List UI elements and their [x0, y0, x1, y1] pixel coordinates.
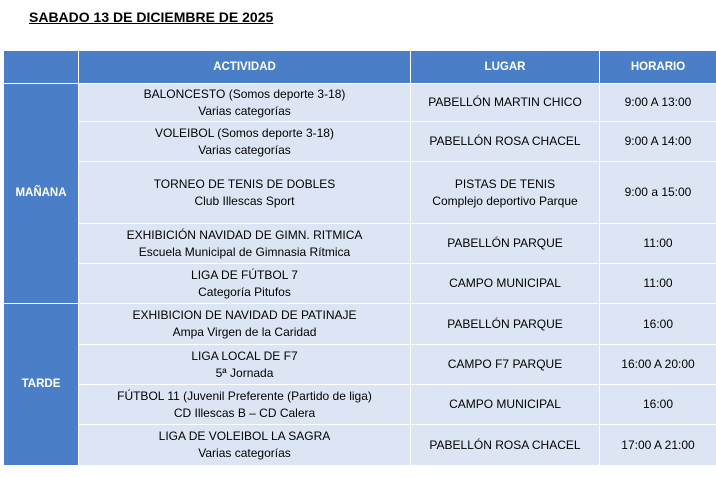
time-cell: 9:00 A 14:00 [600, 122, 716, 162]
activity-name: VOLEIBOL (Somos deporte 3-18) [155, 125, 334, 140]
activity-detail: Escuela Municipal de Gimnasia Rítmica [138, 244, 351, 259]
time-cell: 11:00 [600, 264, 716, 304]
place-cell [411, 224, 600, 264]
activity-cell [79, 122, 411, 162]
activity-cell [79, 264, 411, 304]
activity-name: LIGA LOCAL DE F7 [191, 348, 298, 363]
place-cell [411, 84, 600, 122]
activity-name: EXHIBICIÓN NAVIDAD DE GIMN. RITMICA [126, 227, 363, 242]
period-morning: MAÑANA [4, 84, 79, 304]
place-name: PABELLÓN PARQUE [447, 316, 563, 331]
table-row [4, 345, 716, 385]
place-cell [411, 122, 600, 162]
time-cell: 16:00 [600, 304, 716, 345]
time-cell: 16:00 [600, 385, 716, 425]
activity-detail: Categoría Pitufos [198, 284, 291, 299]
activity-name: LIGA DE VOLEIBOL LA SAGRA [158, 429, 331, 443]
table-row [4, 304, 716, 345]
activity-detail: Varias categorías [198, 446, 291, 460]
header-time: HORARIO [600, 51, 716, 84]
activity-detail: Varias categorías [198, 103, 291, 118]
activity-detail: Club Illescas Sport [194, 193, 295, 208]
activity-detail: CD Illescas B – CD Calera [173, 405, 316, 420]
period-afternoon: TARDE [4, 304, 79, 466]
header-period [4, 51, 79, 84]
activity-name: FÚTBOL 11 (Juvenil Preferente (Partido de liga) [117, 388, 372, 403]
table-row [4, 162, 716, 224]
place-name: CAMPO MUNICIPAL [449, 397, 561, 411]
place-name: PABELLÓN ROSA CHACEL [429, 437, 581, 452]
place-cell [411, 385, 600, 425]
place-name: PABELLÓN MARTIN CHICO [428, 95, 582, 109]
activity-cell [79, 84, 411, 122]
activity-name: EXHIBICION DE NAVIDAD DE PATINAJE [132, 308, 357, 322]
header-activity: ACTIVIDAD [79, 51, 411, 84]
activity-detail: 5ª Jornada [215, 365, 274, 380]
activity-cell [79, 425, 411, 466]
place-cell [411, 425, 600, 466]
activity-name: LIGA DE FÚTBOL 7 [191, 267, 298, 282]
activity-name: BALONCESTO (Somos deporte 3-18) [143, 86, 346, 101]
page-title: SABADO 13 DE DICIEMBRE DE 2025 [29, 9, 274, 25]
place-name: PABELLÓN ROSA CHACEL [429, 134, 581, 148]
table-row [4, 122, 716, 162]
header-place: LUGAR [411, 51, 600, 84]
activity-cell [79, 224, 411, 264]
schedule-table [3, 50, 716, 466]
table-row [4, 385, 716, 425]
place-cell [411, 304, 600, 345]
table-row [4, 224, 716, 264]
place-name: PABELLÓN PARQUE [447, 236, 563, 250]
table-row [4, 264, 716, 304]
place-name: CAMPO F7 PARQUE [447, 357, 563, 371]
table-row [4, 425, 716, 466]
place-detail: Complejo deportivo Parque [432, 193, 578, 208]
activity-cell [79, 385, 411, 425]
place-cell [411, 162, 600, 224]
time-cell: 9:00 A 13:00 [600, 84, 716, 122]
header-row [4, 51, 716, 84]
activity-cell [79, 345, 411, 385]
time-cell: 11:00 [600, 224, 716, 264]
time-cell: 9:00 a 15:00 [600, 162, 716, 224]
activity-detail: Varias categorías [198, 142, 291, 157]
activity-detail: Ampa Virgen de la Caridad [172, 325, 317, 339]
place-cell [411, 345, 600, 385]
place-cell [411, 264, 600, 304]
time-cell: 16:00 A 20:00 [600, 345, 716, 385]
activity-cell [79, 304, 411, 345]
activity-cell [79, 162, 411, 224]
table-row [4, 84, 716, 122]
activity-name: TORNEO DE TENIS DE DOBLES [153, 176, 336, 191]
place-name: CAMPO MUNICIPAL [449, 276, 561, 290]
time-cell: 17:00 A 21:00 [600, 425, 716, 466]
place-name: PISTAS DE TENIS [454, 176, 556, 191]
